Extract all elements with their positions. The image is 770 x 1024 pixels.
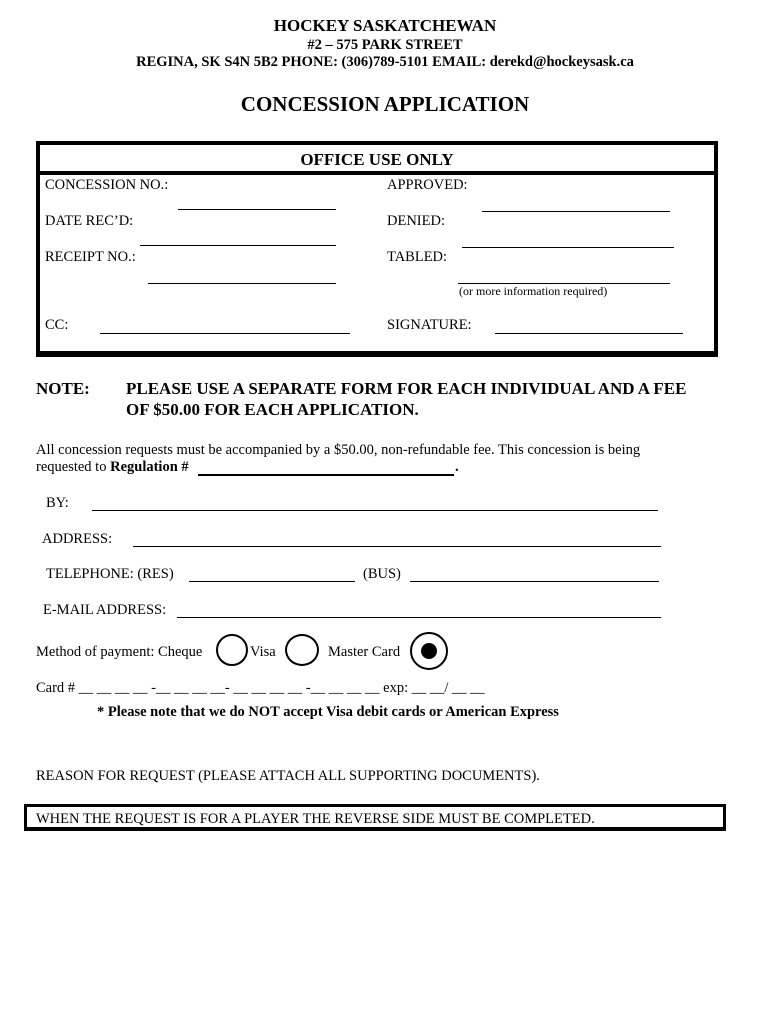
approved-line — [482, 211, 670, 212]
intro-prefix: requested to — [36, 459, 111, 475]
page-title: CONCESSION APPLICATION — [240, 92, 530, 116]
cc-line — [100, 333, 350, 334]
intro-line-1: All concession requests must be accompanied by a $50.00, non-refundable fee. This concession is being — [36, 442, 641, 458]
concession-no-label: CONCESSION NO.: — [45, 177, 169, 193]
player-note: WHEN THE REQUEST IS FOR A PLAYER THE REVERSE SIDE MUST BE COMPLETED. — [36, 811, 595, 827]
mastercard-radio[interactable] — [410, 632, 448, 670]
email-label: E-MAIL ADDRESS: — [43, 602, 167, 618]
tabled-label: TABLED: — [387, 249, 448, 265]
visa-radio[interactable] — [285, 634, 319, 666]
date-recd-label: DATE REC’D: — [45, 213, 134, 229]
signature-label: SIGNATURE: — [387, 317, 472, 333]
card-number-field[interactable]: Card # __ __ __ __ -__ __ __ __- __ __ __ __ -__ __ __ __ exp: __ __/ __ __ — [36, 680, 485, 696]
intro-line-2 — [36, 459, 189, 476]
denied-line — [462, 247, 674, 248]
office-use-heading: OFFICE USE ONLY — [40, 145, 714, 175]
date-recd-line — [140, 245, 336, 246]
by-label: BY: — [46, 495, 69, 511]
card-note: * Please note that we do NOT accept Visa debit cards or American Express — [97, 704, 559, 720]
mastercard-selected-dot — [421, 643, 437, 659]
by-line[interactable] — [92, 510, 658, 511]
mastercard-label: Master Card — [328, 644, 401, 660]
receipt-no-line — [148, 283, 336, 284]
concession-no-line — [178, 209, 336, 210]
telephone-bus-label: (BUS) — [363, 566, 401, 582]
signature-line — [495, 333, 683, 334]
cc-label: CC: — [45, 317, 69, 333]
payment-label: Method of payment: Cheque — [36, 644, 203, 660]
regulation-period: . — [455, 459, 459, 475]
reason-label: REASON FOR REQUEST (PLEASE ATTACH ALL SUPPORTING DOCUMENTS). — [36, 768, 540, 784]
regulation-label: Regulation # — [110, 459, 189, 475]
visa-label: Visa — [250, 644, 276, 660]
receipt-no-label: RECEIPT NO.: — [45, 249, 136, 265]
regulation-line[interactable] — [198, 474, 454, 476]
address-label: ADDRESS: — [42, 531, 113, 547]
note-label: NOTE: — [36, 379, 90, 398]
note-line-2: OF $50.00 FOR EACH APPLICATION. — [126, 400, 419, 419]
tabled-note: (or more information required) — [459, 284, 608, 298]
note-line-1: PLEASE USE A SEPARATE FORM FOR EACH INDIVIDUAL AND A FEE — [126, 379, 687, 398]
telephone-res-label: TELEPHONE: (RES) — [46, 566, 174, 582]
denied-label: DENIED: — [387, 213, 445, 229]
org-street: #2 – 575 PARK STREET — [307, 37, 463, 53]
telephone-res-line[interactable] — [189, 581, 355, 582]
office-use-box — [36, 141, 718, 357]
org-name: HOCKEY SASKATCHEWAN — [273, 16, 497, 35]
email-line[interactable] — [177, 617, 661, 618]
cheque-radio[interactable] — [216, 634, 248, 666]
telephone-bus-line[interactable] — [410, 581, 659, 582]
org-contact: REGINA, SK S4N 5B2 PHONE: (306)789-5101 EMAIL: derekd@hockeysask.ca — [136, 54, 634, 70]
approved-label: APPROVED: — [387, 177, 468, 193]
address-line[interactable] — [133, 546, 661, 547]
